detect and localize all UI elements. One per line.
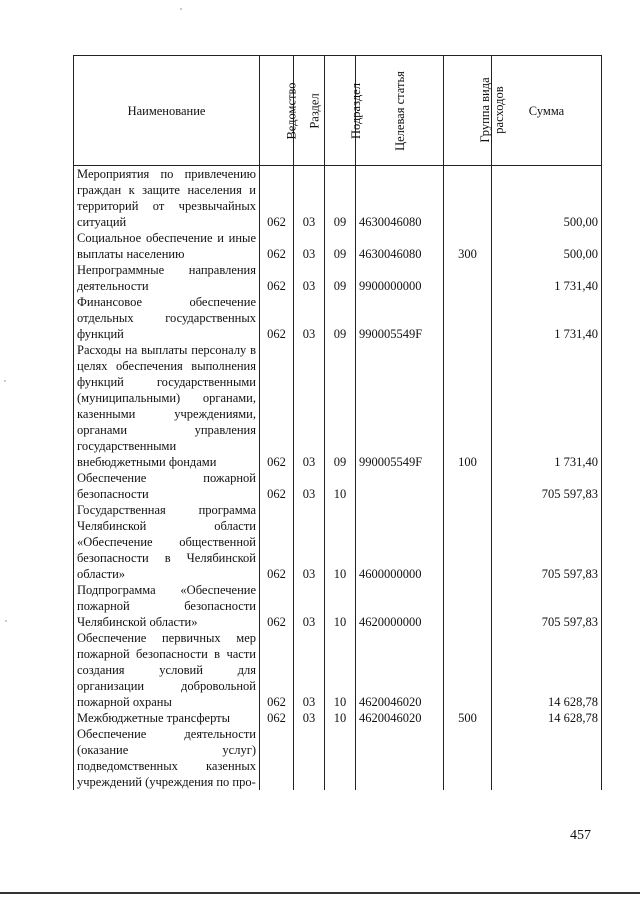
scan-speck bbox=[5, 620, 7, 622]
table-row bbox=[74, 342, 602, 470]
row-celevaya-cell: 990005549F bbox=[356, 294, 444, 342]
table-header-row bbox=[74, 56, 602, 166]
table-row bbox=[74, 262, 602, 294]
header-name: Наименование bbox=[74, 56, 260, 166]
scan-speck bbox=[180, 8, 182, 10]
row-gruppa-cell bbox=[444, 262, 492, 294]
row-razdel-cell: 03 bbox=[294, 630, 325, 710]
row-vedomstvo-cell: 062 bbox=[260, 342, 294, 470]
table-row bbox=[74, 726, 602, 790]
row-razdel-cell: 03 bbox=[294, 342, 325, 470]
table-row bbox=[74, 230, 602, 262]
row-podrazdel-cell: 10 bbox=[325, 582, 356, 630]
header-gruppa-vida-rashodov: Группа вида расходов bbox=[444, 56, 492, 166]
row-vedomstvo-cell: 062 bbox=[260, 166, 294, 231]
row-celevaya-cell: 4630046080 bbox=[356, 166, 444, 231]
row-name-cell: Расходы на выплаты персоналу в целях обеспечения выполнения функций государственными (муниципальными) органами, казенными учреждениями, органами управления государственными внебюджетными фондами bbox=[74, 342, 260, 470]
header-celevaya-statya: Целевая статья bbox=[356, 56, 444, 166]
row-vedomstvo-cell: 062 bbox=[260, 262, 294, 294]
row-name-cell: Финансовое обеспечение отдельных государственных функций bbox=[74, 294, 260, 342]
row-gruppa-cell bbox=[444, 294, 492, 342]
header-summa: Сумма bbox=[492, 56, 602, 166]
header-vedomstvo: Ведомство bbox=[260, 56, 294, 166]
row-celevaya-cell: 4620046020 bbox=[356, 630, 444, 710]
row-podrazdel-cell: 10 bbox=[325, 502, 356, 582]
row-celevaya-cell: 4630046080 bbox=[356, 230, 444, 262]
row-vedomstvo-cell: 062 bbox=[260, 630, 294, 710]
scan-bottom-edge bbox=[0, 892, 640, 894]
row-razdel-cell: 03 bbox=[294, 294, 325, 342]
row-gruppa-cell: 100 bbox=[444, 342, 492, 470]
row-celevaya-cell: 990005549F bbox=[356, 342, 444, 470]
row-podrazdel-cell: 10 bbox=[325, 710, 356, 726]
header-razdel: Раздел bbox=[294, 56, 325, 166]
row-gruppa-cell bbox=[444, 166, 492, 231]
row-podrazdel-cell: 10 bbox=[325, 630, 356, 710]
row-vedomstvo-cell: 062 bbox=[260, 710, 294, 726]
row-razdel-cell: 03 bbox=[294, 470, 325, 502]
row-gruppa-cell: 500 bbox=[444, 710, 492, 726]
row-vedomstvo-cell: 062 bbox=[260, 294, 294, 342]
row-vedomstvo-cell: 062 bbox=[260, 470, 294, 502]
row-razdel-cell: 03 bbox=[294, 582, 325, 630]
row-podrazdel-cell: 09 bbox=[325, 166, 356, 231]
table-body bbox=[74, 166, 602, 791]
budget-table bbox=[73, 55, 602, 790]
row-gruppa-cell bbox=[444, 726, 492, 790]
row-summa-cell: 500,00 bbox=[492, 166, 602, 231]
table-row bbox=[74, 470, 602, 502]
row-gruppa-cell bbox=[444, 470, 492, 502]
row-podrazdel-cell: 10 bbox=[325, 470, 356, 502]
row-celevaya-cell: 4620046020 bbox=[356, 710, 444, 726]
row-summa-cell bbox=[492, 726, 602, 790]
row-razdel-cell bbox=[294, 726, 325, 790]
row-summa-cell: 1 731,40 bbox=[492, 294, 602, 342]
row-name-cell: Непрограммные направления деятельности bbox=[74, 262, 260, 294]
row-celevaya-cell bbox=[356, 470, 444, 502]
row-celevaya-cell: 4600000000 bbox=[356, 502, 444, 582]
row-celevaya-cell: 9900000000 bbox=[356, 262, 444, 294]
row-vedomstvo-cell: 062 bbox=[260, 582, 294, 630]
row-name-cell: Государственная программа Челябинской области «Обеспечение общественной безопасности в Челябинской области» bbox=[74, 502, 260, 582]
row-razdel-cell: 03 bbox=[294, 710, 325, 726]
row-vedomstvo-cell: 062 bbox=[260, 502, 294, 582]
row-podrazdel-cell bbox=[325, 726, 356, 790]
row-summa-cell: 1 731,40 bbox=[492, 342, 602, 470]
row-celevaya-cell: 4620000000 bbox=[356, 582, 444, 630]
row-summa-cell: 705 597,83 bbox=[492, 470, 602, 502]
row-razdel-cell: 03 bbox=[294, 230, 325, 262]
row-summa-cell: 705 597,83 bbox=[492, 502, 602, 582]
row-gruppa-cell: 300 bbox=[444, 230, 492, 262]
row-vedomstvo-cell: 062 bbox=[260, 230, 294, 262]
row-gruppa-cell bbox=[444, 582, 492, 630]
row-gruppa-cell bbox=[444, 502, 492, 582]
row-name-cell: Подпрограмма «Обеспечение пожарной безопасности Челябинской области» bbox=[74, 582, 260, 630]
row-vedomstvo-cell bbox=[260, 726, 294, 790]
row-celevaya-cell bbox=[356, 726, 444, 790]
row-name-cell: Обеспечение первичных мер пожарной безопасности в части создания условий для организации добровольной пожарной охраны bbox=[74, 630, 260, 710]
row-name-cell: Мероприятия по привлечению граждан к защите населения и территорий от чрезвычайных ситуаций bbox=[74, 166, 260, 231]
scan-speck bbox=[4, 380, 6, 382]
row-name-cell: Обеспечение деятельности (оказание услуг) подведомственных казенных учреждений (учреждения по про- bbox=[74, 726, 260, 790]
row-name-cell: Обеспечение пожарной безопасности bbox=[74, 470, 260, 502]
row-razdel-cell: 03 bbox=[294, 502, 325, 582]
table-row bbox=[74, 630, 602, 710]
row-podrazdel-cell: 09 bbox=[325, 230, 356, 262]
row-summa-cell: 14 628,78 bbox=[492, 630, 602, 710]
row-gruppa-cell bbox=[444, 630, 492, 710]
table-row bbox=[74, 166, 602, 231]
table-row bbox=[74, 502, 602, 582]
row-summa-cell: 705 597,83 bbox=[492, 582, 602, 630]
row-name-cell: Межбюджетные трансферты bbox=[74, 710, 260, 726]
page-number: 457 bbox=[570, 828, 591, 843]
row-summa-cell: 1 731,40 bbox=[492, 262, 602, 294]
table-row bbox=[74, 294, 602, 342]
row-podrazdel-cell: 09 bbox=[325, 342, 356, 470]
row-razdel-cell: 03 bbox=[294, 262, 325, 294]
row-name-cell: Социальное обеспечение и иные выплаты населению bbox=[74, 230, 260, 262]
header-podrazdel: Подраздел bbox=[325, 56, 356, 166]
row-razdel-cell: 03 bbox=[294, 166, 325, 231]
table-row bbox=[74, 582, 602, 630]
table-row bbox=[74, 710, 602, 726]
row-summa-cell: 500,00 bbox=[492, 230, 602, 262]
row-podrazdel-cell: 09 bbox=[325, 262, 356, 294]
row-podrazdel-cell: 09 bbox=[325, 294, 356, 342]
row-summa-cell: 14 628,78 bbox=[492, 710, 602, 726]
